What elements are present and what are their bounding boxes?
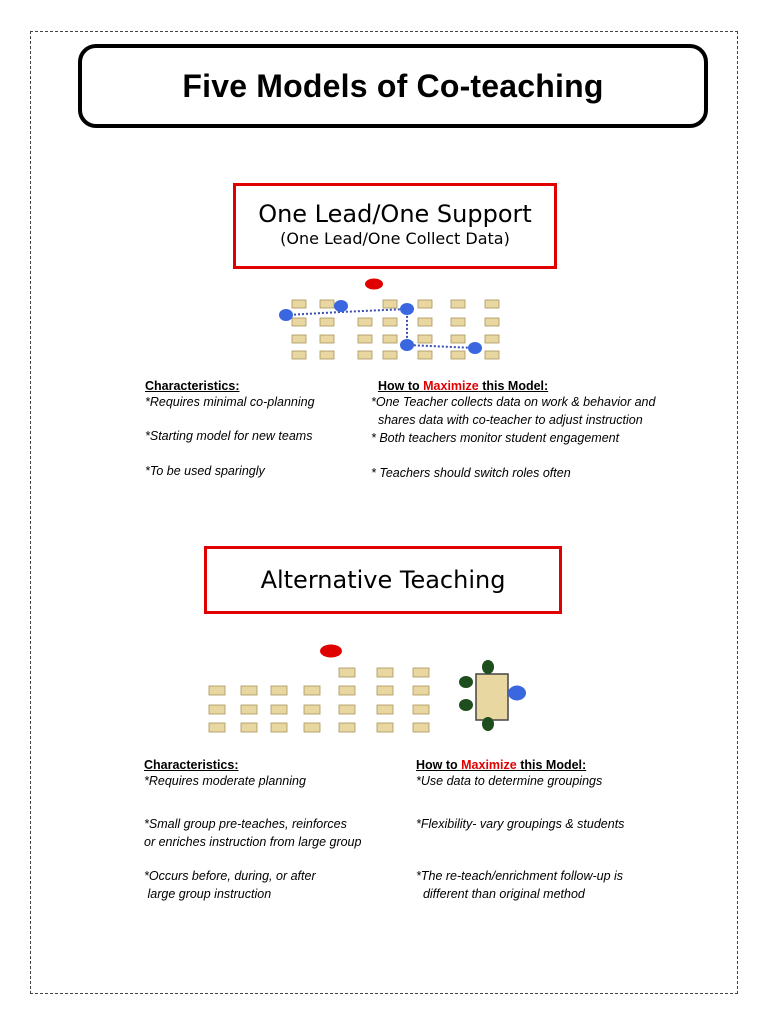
model1-support-teacher-marker xyxy=(400,339,414,351)
model2-maximize-tip: *Flexibility- vary groupings & students xyxy=(416,817,625,831)
model1-support-teacher-marker xyxy=(468,342,482,354)
model1-support-teacher-marker xyxy=(400,303,414,315)
maximize-word: Maximize xyxy=(461,758,517,772)
model2-characteristics-heading: Characteristics: xyxy=(144,758,239,772)
model1-title-box xyxy=(233,183,557,269)
model1-subtitle: (One Lead/One Collect Data) xyxy=(280,229,510,248)
model1-characteristic: *Starting model for new teams xyxy=(145,429,313,443)
model2-characteristic: *Occurs before, during, or after large group instruction xyxy=(144,869,316,901)
model1-maximize-heading xyxy=(378,379,711,393)
model1-lead-teacher-marker xyxy=(365,279,383,290)
heading-text: How to xyxy=(378,379,424,393)
model1-characteristic: *To be used sparingly xyxy=(145,464,265,478)
model1-maximize xyxy=(371,379,711,482)
model2-desks xyxy=(209,668,429,732)
model1-maximize-tip: * Teachers should switch roles often xyxy=(371,466,571,480)
model2-lead-teacher-marker xyxy=(320,645,342,658)
small-group-student-marker xyxy=(482,717,494,731)
small-group-student-marker xyxy=(459,699,473,711)
model1-support-teacher-marker xyxy=(334,300,348,312)
model1-maximize-tip: * Both teachers monitor student engagement xyxy=(371,431,620,445)
model2-maximize-heading xyxy=(416,758,716,772)
model2-maximize xyxy=(416,758,716,903)
model1-characteristics xyxy=(145,379,365,480)
model1-support-teacher-marker xyxy=(279,309,293,321)
heading-text: this Model: xyxy=(516,758,587,772)
page-title: Five Models of Co-teaching xyxy=(182,67,604,104)
maximize-word: Maximize xyxy=(423,379,479,393)
small-group-student-marker xyxy=(482,660,494,674)
model1-movement-path xyxy=(286,309,475,348)
title-box xyxy=(78,44,708,128)
model1-maximize-tip: *One Teacher collects data on work & behavior and shares data with co-teacher to adjust instruction xyxy=(371,395,656,427)
model2-classroom-diagram xyxy=(200,638,540,738)
heading-text: this Model: xyxy=(478,379,549,393)
model1-characteristics-heading: Characteristics: xyxy=(145,379,240,393)
model2-characteristics xyxy=(144,758,394,903)
model2-characteristic: *Requires moderate planning xyxy=(144,774,306,788)
model2-maximize-tip: *Use data to determine groupings xyxy=(416,774,603,788)
small-group-student-marker xyxy=(459,676,473,688)
heading-text: How to xyxy=(416,758,462,772)
model1-classroom-diagram xyxy=(270,272,510,364)
model1-characteristic: *Requires minimal co-planning xyxy=(145,395,315,409)
model2-small-group xyxy=(459,660,526,731)
model2-title-box xyxy=(204,546,562,614)
model1-title: One Lead/One Support xyxy=(258,200,532,228)
model2-support-teacher-marker xyxy=(508,686,526,701)
model2-maximize-tip: *The re-teach/enrichment follow-up is different than original method xyxy=(416,869,624,901)
model2-characteristic: *Small group pre-teaches, reinforces or enriches instruction from large group xyxy=(144,817,362,849)
model2-title: Alternative Teaching xyxy=(260,566,506,594)
